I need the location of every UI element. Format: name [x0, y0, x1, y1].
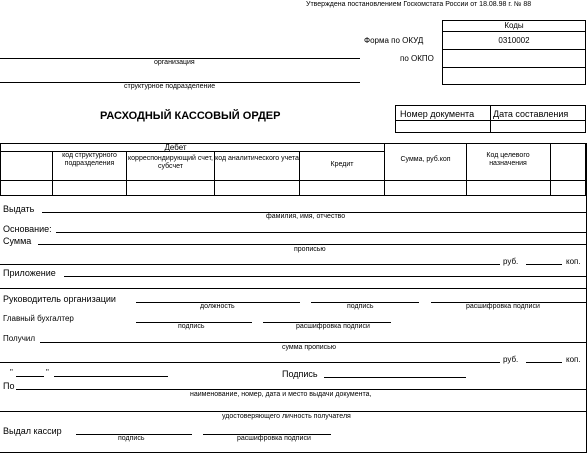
- kop-field-1[interactable]: [526, 264, 562, 265]
- document-number-cell[interactable]: [396, 121, 489, 132]
- col-analytic-code: код аналитического учета: [215, 155, 299, 162]
- col-corr-account: корреспондирующий счет, субсчет: [128, 155, 213, 170]
- okud-label: Форма по ОКУД: [364, 36, 424, 45]
- date-day-field[interactable]: [16, 376, 44, 377]
- document-title: РАСХОДНЫЙ КАССОВЫЙ ОРДЕР: [100, 110, 281, 122]
- chief-decoding-caption: расшифровка подписи: [296, 323, 370, 330]
- document-number-header: Номер документа: [400, 109, 475, 119]
- issue-caption: фамилия, имя, отчество: [266, 213, 346, 220]
- issue-label: Выдать: [3, 204, 35, 214]
- basis-label: Основание:: [3, 224, 52, 234]
- date-quote-close: ": [46, 368, 49, 377]
- id-caption-2: удостоверяющего личность получателя: [222, 413, 351, 420]
- head-decoding-caption: расшифровка подписи: [466, 303, 540, 310]
- debit-header: Дебет: [164, 143, 187, 152]
- kop-field-2[interactable]: [526, 362, 562, 363]
- head-label: Руководитель организации: [3, 294, 116, 304]
- kop-label-1: коп.: [566, 257, 581, 266]
- sum-line-2[interactable]: [0, 264, 500, 265]
- received-label: Получил: [3, 334, 35, 343]
- rub-label-2: руб.: [503, 355, 519, 364]
- received-line[interactable]: [40, 342, 586, 343]
- sum-caption: прописью: [294, 246, 326, 253]
- codes-title: Коды: [504, 21, 524, 30]
- okud-value: 0310002: [498, 36, 530, 45]
- attachment-label: Приложение: [3, 268, 56, 278]
- date-quote-open: ": [10, 368, 13, 377]
- head-signature-caption: подпись: [347, 303, 374, 310]
- received-signature-line[interactable]: [324, 377, 466, 378]
- okpo-label: по ОКПО: [400, 54, 434, 63]
- kop-label-2: коп.: [566, 355, 581, 364]
- head-position-caption: должность: [200, 303, 235, 310]
- date-month-field[interactable]: [54, 376, 168, 377]
- received-line-2[interactable]: [0, 362, 500, 363]
- organization-caption: организация: [154, 59, 195, 66]
- id-document-line-2[interactable]: [0, 411, 586, 412]
- id-caption: наименование, номер, дата и место выдачи документа,: [190, 391, 372, 398]
- cashier-signature-caption: подпись: [118, 435, 145, 442]
- col-subdivision-code: код структурного подразделения: [62, 152, 117, 167]
- document-date-cell[interactable]: [491, 121, 585, 132]
- chief-signature-caption: подпись: [178, 323, 205, 330]
- document-date-header: Дата составления: [493, 109, 569, 119]
- basis-line[interactable]: [56, 232, 586, 233]
- col-credit: Кредит: [330, 161, 354, 168]
- approval-note: Утверждена постановлением Госкомстата России от 18.08.98 г. № 88: [306, 1, 532, 8]
- by-label: По: [3, 381, 15, 391]
- signature-label: Подпись: [282, 369, 318, 379]
- rub-label-1: руб.: [503, 257, 519, 266]
- col-purpose-code: Код целевого назначения: [486, 152, 530, 167]
- cashier-label: Выдал кассир: [3, 426, 62, 436]
- id-document-line[interactable]: [16, 389, 586, 390]
- received-caption: сумма прописью: [282, 344, 337, 351]
- sum-label: Сумма: [3, 236, 32, 246]
- col-amount: Сумма, руб.коп: [400, 156, 451, 163]
- cashier-decoding-caption: расшифровка подписи: [237, 435, 311, 442]
- sum-line[interactable]: [38, 244, 586, 245]
- chief-accountant-label: Главный бухгалтер: [3, 314, 74, 323]
- subdivision-caption: структурное подразделение: [124, 83, 216, 90]
- attachment-line[interactable]: [64, 276, 586, 277]
